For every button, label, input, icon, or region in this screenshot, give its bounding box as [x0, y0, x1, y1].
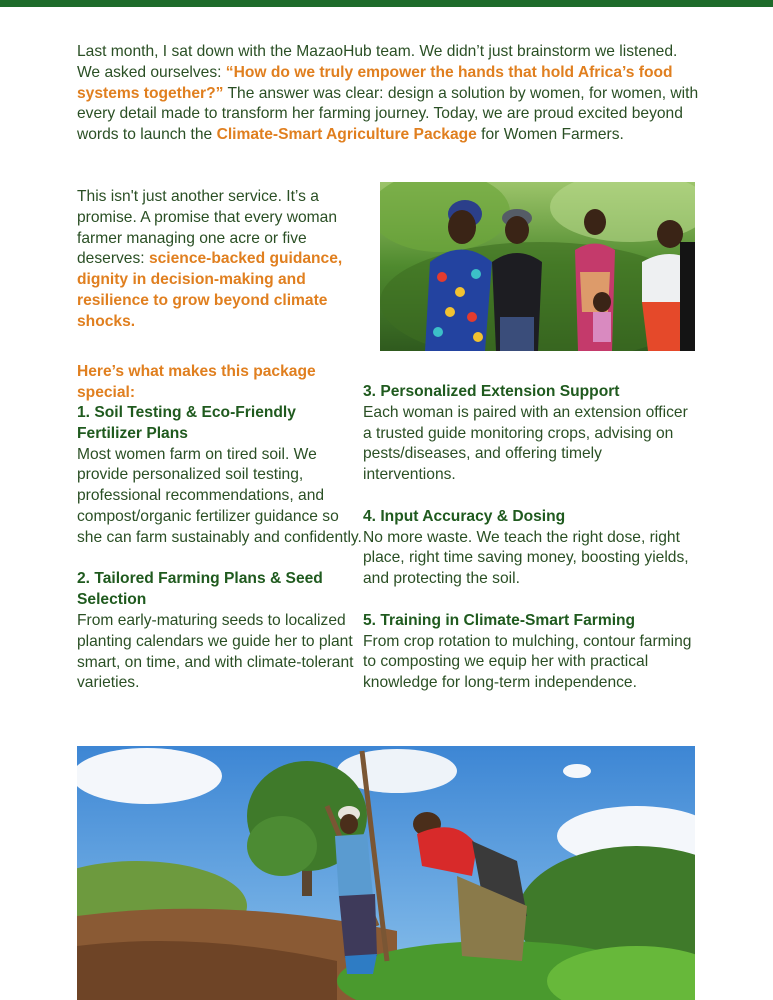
- feature-item: [77, 569, 362, 694]
- features-left-column: [77, 403, 362, 715]
- feature-title: 5. Training in Climate-Smart Farming: [363, 611, 636, 629]
- feature-body: Each woman is paired with an extension officer a trusted guide monitoring crops, advising on pests/diseases, and offering timely interventions.: [363, 403, 688, 484]
- promise-text: This isn't just another service. It’s a promise. A promise that every woman farmer managing one acre or five deserves:: [77, 188, 338, 268]
- feature-title: 3. Personalized Extension Support: [363, 383, 620, 400]
- intro-text-1: Last month, I sat down with the MazaoHub team. We didn’t just brainstorm we listened. We asked ourselves:: [77, 43, 678, 81]
- women-farmers-group-illustration: [380, 182, 695, 351]
- intro-text-3: for Women Farmers.: [476, 126, 624, 144]
- feature-body: From crop rotation to mulching, contour farming to composting we equip her with practical knowledge for long-term independence.: [363, 632, 692, 692]
- feature-body: Most women farm on tired soil. We provide personalized soil testing, professional recommendations, and compost/organic fertilizer guidance so she can farm sustainably and confidently.: [77, 445, 362, 546]
- promise-paragraph: [77, 187, 362, 333]
- intro-paragraph: [77, 42, 702, 146]
- feature-title: 1. Soil Testing & Eco-Friendly Fertilizer Plans: [77, 404, 296, 442]
- features-right-column: [363, 382, 693, 715]
- promise-highlight: science-backed guidance, dignity in decision-making and resilience to grow beyond climate shocks.: [77, 250, 343, 330]
- intro-question: “How do we truly empower the hands that hold Africa’s food systems together?”: [77, 63, 673, 102]
- special-title: Here’s what makes this package special:: [77, 363, 316, 401]
- feature-title: 2. Tailored Farming Plans & Seed Selection: [77, 570, 323, 609]
- feature-item: [77, 403, 362, 549]
- feature-item: [363, 611, 693, 694]
- feature-item: [363, 382, 693, 486]
- feature-item: [363, 507, 693, 590]
- feature-title: 4. Input Accuracy & Dosing: [363, 507, 566, 525]
- women-hoeing-field-photo: [77, 746, 695, 1000]
- package-name: Climate-Smart Agriculture Package: [216, 126, 477, 144]
- women-farmers-group-photo: [380, 182, 695, 351]
- top-accent-bar: [0, 0, 773, 7]
- feature-body: No more waste. We teach the right dose, right place, right time saving money, boosting yields, and protecting the soil.: [363, 528, 689, 588]
- intro-text-2: The answer was clear: design a solution by women, for women, with every detail made to transform her farming journey. Today, we are proud excited beyond words to launch the: [77, 84, 699, 144]
- feature-body: From early-maturing seeds to localized planting calendars we guide her to plant smart, on time, and with climate-tolerant varieties.: [77, 611, 354, 692]
- women-hoeing-illustration: [77, 746, 695, 1000]
